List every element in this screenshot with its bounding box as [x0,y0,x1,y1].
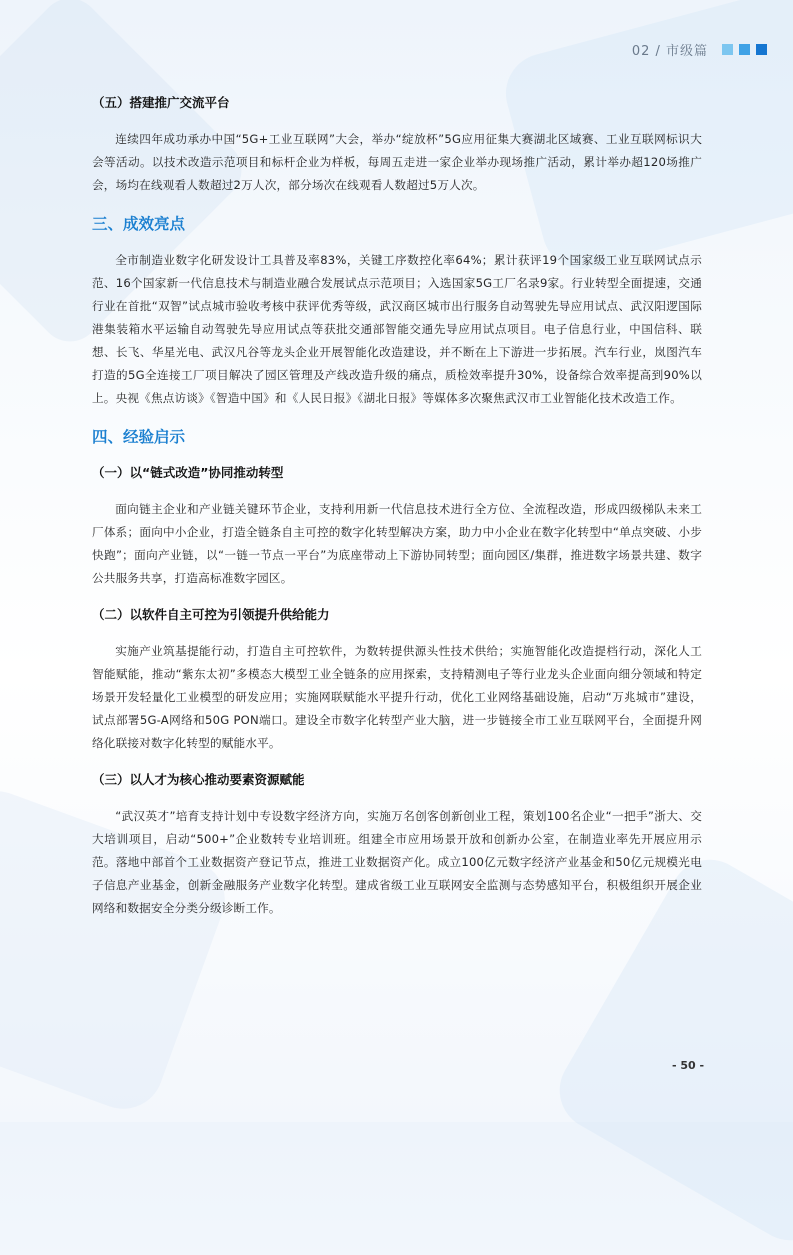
subsection-heading: （二）以软件自主可控为引领提升供给能力 [92,607,330,622]
section-heading: 四、经验启示 [92,428,186,446]
page-content [92,92,702,934]
paragraph: 实施产业筑基提能行动，打造自主可控软件，为数转提供源头性技术供给；实施智能化改造提档行动，深化人工智能赋能，推动“紫东太初”多模态大模型工业全链条的应用探索，支持精测电子等行业龙头企业面向细分领域和特定场景开发轻量化工业模型的研发应用；实施网联赋能水平提升行动，优化工业网络基础设施，启动“万兆城市”建设，试点部署5G-A网络和50G PON端口。建设全市数字化转型产业大脑，进一步链接全市工业互联网平台，全面提升网络化联接对数字化转型的赋能水平。 [92,644,702,750]
header-square-icon [756,44,767,55]
page-header [632,40,767,59]
header-square-icon [722,44,733,55]
header-square-icon [739,44,750,55]
chapter-label: 02 / 市级篇 [631,44,708,59]
subsection-heading: （一）以“链式改造”协同推动转型 [92,465,284,480]
paragraph: 面向链主企业和产业链关键环节企业，支持利用新一代信息技术进行全方位、全流程改造，形成四级梯队未来工厂体系；面向中小企业，打造全链条自主可控的数字化转型解决方案，助力中小企业在数字化转型中“单点突破、小步快跑”；面向产业链，以“一链一节点一平台”为底座带动上下游协同转型；面向园区/集群，推进数字场景共建、数字公共服务共享，打造高标准数字园区。 [92,502,702,585]
paragraph: 全市制造业数字化研发设计工具普及率83%，关键工序数控化率64%；累计获评19个国家级工业互联网试点示范、16个国家新一代信息技术与制造业融合发展试点示范项目；入选国家5G工厂名录9家。行业转型全面提速，交通行业在首批“双智”试点城市验收考核中获评优秀等级，武汉商区城市出行服务自动驾驶先导应用试点、武汉阳逻国际港集装箱水平运输自动驾驶先导应用试点等获批交通部智能交通先导应用试点项目。电子信息行业，中国信科、联想、长飞、华星光电、武汉凡谷等龙头企业开展智能化改造建设，并不断在上下游进一步拓展。汽车行业，岚图汽车打造的5G全连接工厂项目解决了园区管理及产线改造升级的痛点，质检效率提升30%，设备综合效率提高到90%以上。央视《焦点访谈》《智造中国》和《人民日报》《湖北日报》等媒体多次聚焦武汉市工业智能化技术改造工作。 [92,253,702,405]
section-heading: 三、成效亮点 [92,215,186,233]
subsection-heading: （三）以人才为核心推动要素资源赋能 [92,772,305,787]
paragraph: 连续四年成功承办中国“5G+工业互联网”大会，举办“绽放杯”5G应用征集大赛湖北区域赛、工业互联网标识大会等活动。以技术改造示范项目和标杆企业为样板，每周五走进一家企业举办现场推广活动，累计举办超120场推广会，场均在线观看人数超过2万人次，部分场次在线观看人数超过5万人次。 [92,132,702,192]
subsection-heading: （五）搭建推广交流平台 [92,95,230,110]
paragraph: “武汉英才”培育支持计划中专设数字经济方向，实施万名创客创新创业工程，策划100名企业“一把手”浙大、交大培训项目，启动“500+”企业数转专业培训班。组建全市应用场景开放和创新办公室，在制造业率先开展应用示范。落地中部首个工业数据资产登记节点，推进工业数据资产化。成立100亿元数字经济产业基金和50亿元规模光电子信息产业基金，创新金融服务产业数字化转型。建成省级工业互联网安全监测与态势感知平台，积极组织开展企业网络和数据安全分类分级诊断工作。 [92,809,702,915]
page-number: - 50 - [672,1059,705,1072]
